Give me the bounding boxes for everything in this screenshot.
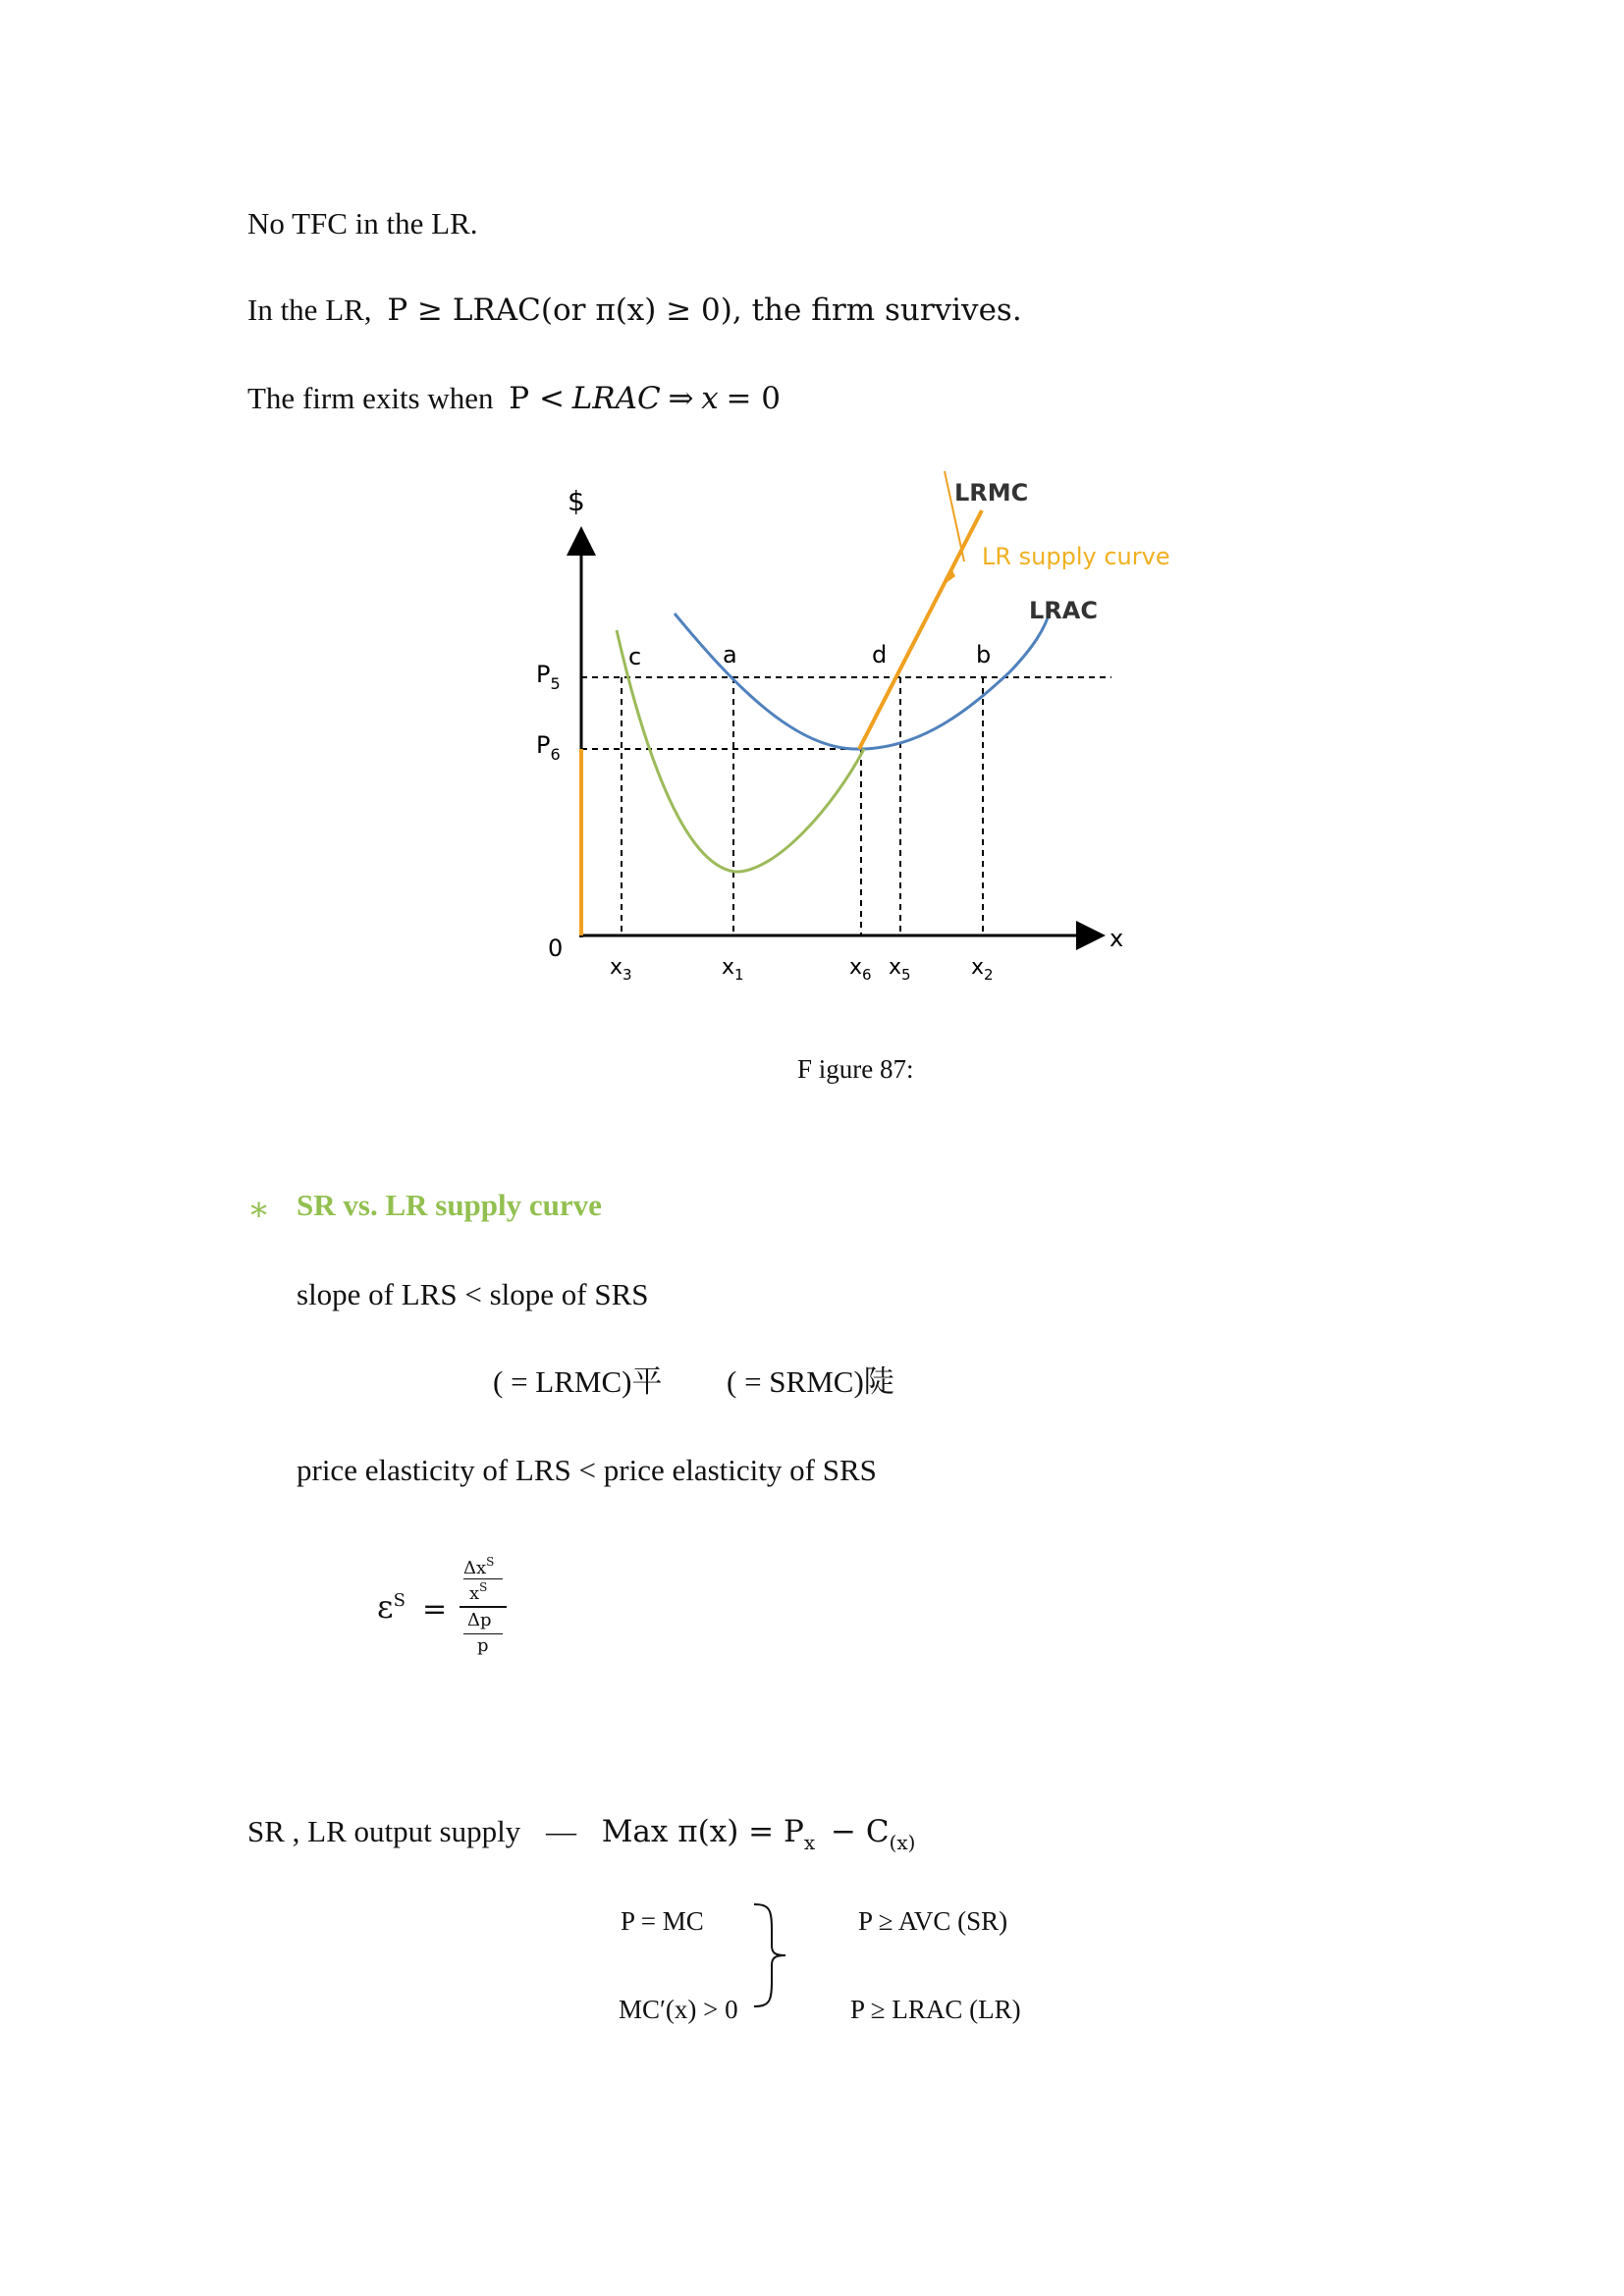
x-axis-label: x [1110,925,1124,952]
formula-dx [463,1555,494,1578]
x2-sub: 2 [984,966,994,984]
p6-base: P [536,731,551,759]
elasticity-comparison: price elasticity of LRS < price elasticity of SRS [297,1453,877,1487]
x3-base: x [610,955,623,980]
formula-p: p [477,1635,489,1656]
lrac-label: LRAC [1029,597,1098,624]
exit-arrow: ⇒ [668,381,694,416]
x-sup: S [479,1580,488,1594]
intro-line-3-prefix: The firm exits when [247,381,494,415]
lrmc-label: LRMC [954,479,1029,507]
x3-label [610,955,632,984]
main-fraction-bar [460,1606,507,1608]
condition-p-equals-mc: P = MC [621,1906,704,1936]
output-supply-line [247,1816,915,1852]
max-profit-sub: x [803,1831,816,1854]
x3-sub: 3 [623,966,632,984]
right-brace-icon [750,1900,809,2010]
p5-base: P [536,661,551,688]
intro-line-3 [247,383,781,414]
x6-sub: 6 [862,966,872,984]
survival-condition: P ≥ LRAC(or π(x) ≥ 0), the firm survives. [387,293,1022,328]
condition-mc-slope: MC′(x) > 0 [619,1995,738,2024]
exit-p: P < [509,381,565,416]
intro-line-1: No TFC in the LR. [247,206,478,240]
long-run-cost-figure [520,471,1208,1001]
result-lr: P ≥ LRAC (LR) [850,1995,1021,2024]
exit-lrac: LRAC [571,381,661,416]
p5-sub: 5 [550,674,561,693]
exit-eq: = 0 [726,381,782,416]
x6-base: x [849,955,863,980]
section-heading: SR vs. LR supply curve [297,1188,602,1222]
inner-fraction-bar [463,1578,503,1579]
x1-label [722,955,744,984]
x5-base: x [889,955,902,980]
inner-fraction-bar-2 [463,1633,503,1634]
point-c-label: c [628,643,642,670]
epsilon-base: ε [377,1588,394,1626]
lr-supply-label: LR supply curve [982,543,1170,570]
figure-caption: F igure 87: [797,1054,914,1084]
x-base: x [469,1583,480,1604]
epsilon-symbol [377,1588,406,1626]
formula-equals: = [422,1592,448,1627]
slope-srmc-note: ( = SRMC)陡 [727,1364,894,1399]
y-axis-label: $ [568,485,585,517]
origin-label: 0 [548,934,564,962]
dx-sup: S [486,1555,495,1569]
point-a-label: a [723,641,737,668]
x1-sub: 1 [734,966,744,984]
intro-line-2 [247,294,1022,326]
epsilon-sup: S [393,1590,406,1611]
intro-line-2-prefix: In the LR, [247,293,372,327]
p6-sub: 6 [550,745,561,764]
p6-label [536,731,561,764]
slope-comparison: slope of LRS < slope of SRS [297,1277,649,1311]
max-profit-text: Max π(x) = P [601,1814,804,1849]
x5-label [889,955,911,984]
dx-base: Δx [463,1558,487,1578]
cost-sub: (x) [889,1831,916,1854]
point-d-label: d [872,641,888,668]
exit-x: x [701,381,719,416]
x2-label [971,955,994,984]
p5-label [536,661,561,693]
output-supply-dash: — [545,1814,576,1848]
result-sr: P ≥ AVC (SR) [858,1906,1008,1936]
dashed-guides [581,677,1111,935]
formula-x [469,1580,487,1604]
point-b-label: b [976,641,992,668]
max-profit [601,1814,916,1854]
formula-dp: Δp [467,1610,492,1630]
x6-label [849,955,872,984]
lrac-curve [675,609,1051,749]
bullet-star-icon: ∗ [247,1192,271,1228]
x5-sub: 5 [901,966,911,984]
smc-curve [617,630,864,872]
output-supply-label: SR , LR output supply [247,1814,521,1848]
cost-text: − C [830,1814,890,1849]
lrmc-supply-curve [859,510,982,749]
slope-lrmc-note: ( = LRMC)平 [493,1364,663,1399]
elasticity-formula [377,1551,534,1669]
x2-base: x [971,955,985,980]
x1-base: x [722,955,735,980]
